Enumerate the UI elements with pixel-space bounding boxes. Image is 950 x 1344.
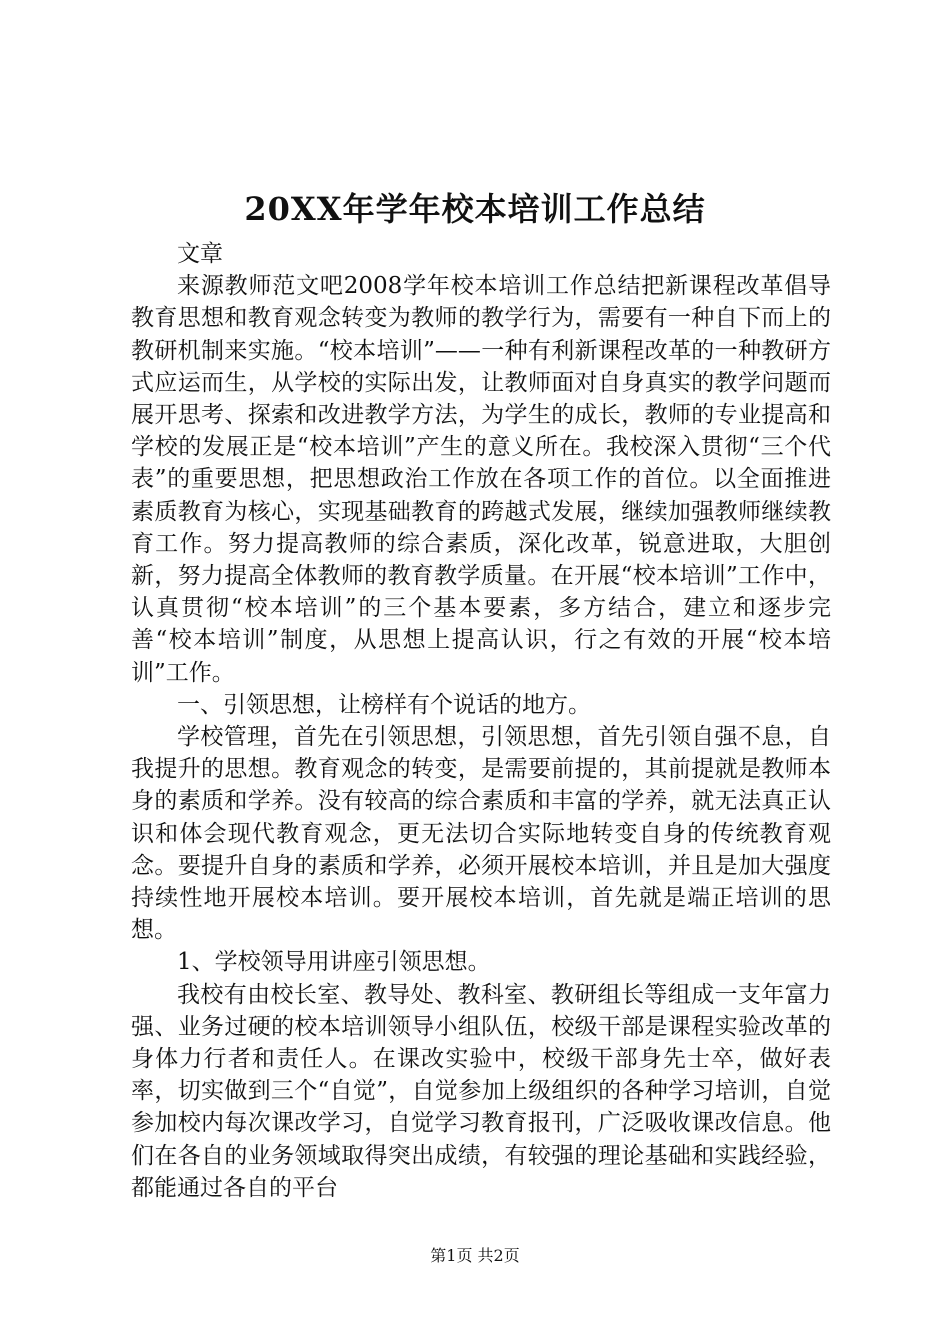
paragraph: 文章 [177, 241, 223, 267]
paragraph: 来源教师范文吧2008学年校本培训工作总结把新课程改革倡导教育思想和教育观念转变为教师的教学行为，需要有一种自下而上的教研机制来实施。“校本培训”——一种有利新课程改革的一种教研方式应运而生，从学校的实际出发，让教师面对自身真实的教学问题而展开思考、探索和改进教学方法，为学生的成长，教师的专业提高和学校的发展正是“校本培训”产生的意义所在。我校深入贯彻“三个代表”的重要思想，把思想政治工作放在各项工作的首位。以全面推进素质教育为核心，实现基础教育的跨越式发展，继续加强教师继续教育工作。努力提高教师的综合素质，深化改革，锐意进取，大胆创新，努力提高全体教师的教育教学质量。在开展“校本培训”工作中，认真贯彻“校本培训”的三个基本要素，多方结合，建立和逐步完善“校本培训”制度，从思想上提高认识，行之有效的开展“校本培训”工作。 [131, 273, 831, 686]
document-title: 20XX年学年校本培训工作总结 [244, 190, 706, 228]
document-body [131, 238, 831, 1204]
paragraph: 我校有由校长室、教导处、教科室、教研组长等组成一支年富力强、业务过硬的校本培训领导小组队伍，校级干部是课程实验改革的身体力行者和责任人。在课改实验中，校级干部身先士卒，做好表率，切实做到三个“自觉”，自觉参加上级组织的各种学习培训，自觉参加校内每次课改学习，自觉学习教育报刊，广泛吸收课改信息。他们在各自的业务领域取得突出成绩，有较强的理论基础和实践经验，都能通过各自的平台 [131, 981, 831, 1201]
page-footer: 第1页 共2页 [430, 1246, 520, 1265]
paragraph: 学校管理，首先在引领思想，引领思想，首先引领自强不息，自我提升的思想。教育观念的转变，是需要前提的，其前提就是教师本身的素质和学养。没有较高的综合素质和丰富的学养，就无法真正认识和体会现代教育观念，更无法切合实际地转变自身的传统教育观念。要提升自身的素质和学养，必须开展校本培训，并且是加大强度持续性地开展校本培训。要开展校本培训，首先就是端正培训的思想。 [131, 724, 831, 944]
subsection-heading: 1、学校领导用讲座引领思想。 [177, 949, 491, 976]
section-heading: 一、引领思想，让榜样有个说话的地方。 [177, 691, 591, 718]
